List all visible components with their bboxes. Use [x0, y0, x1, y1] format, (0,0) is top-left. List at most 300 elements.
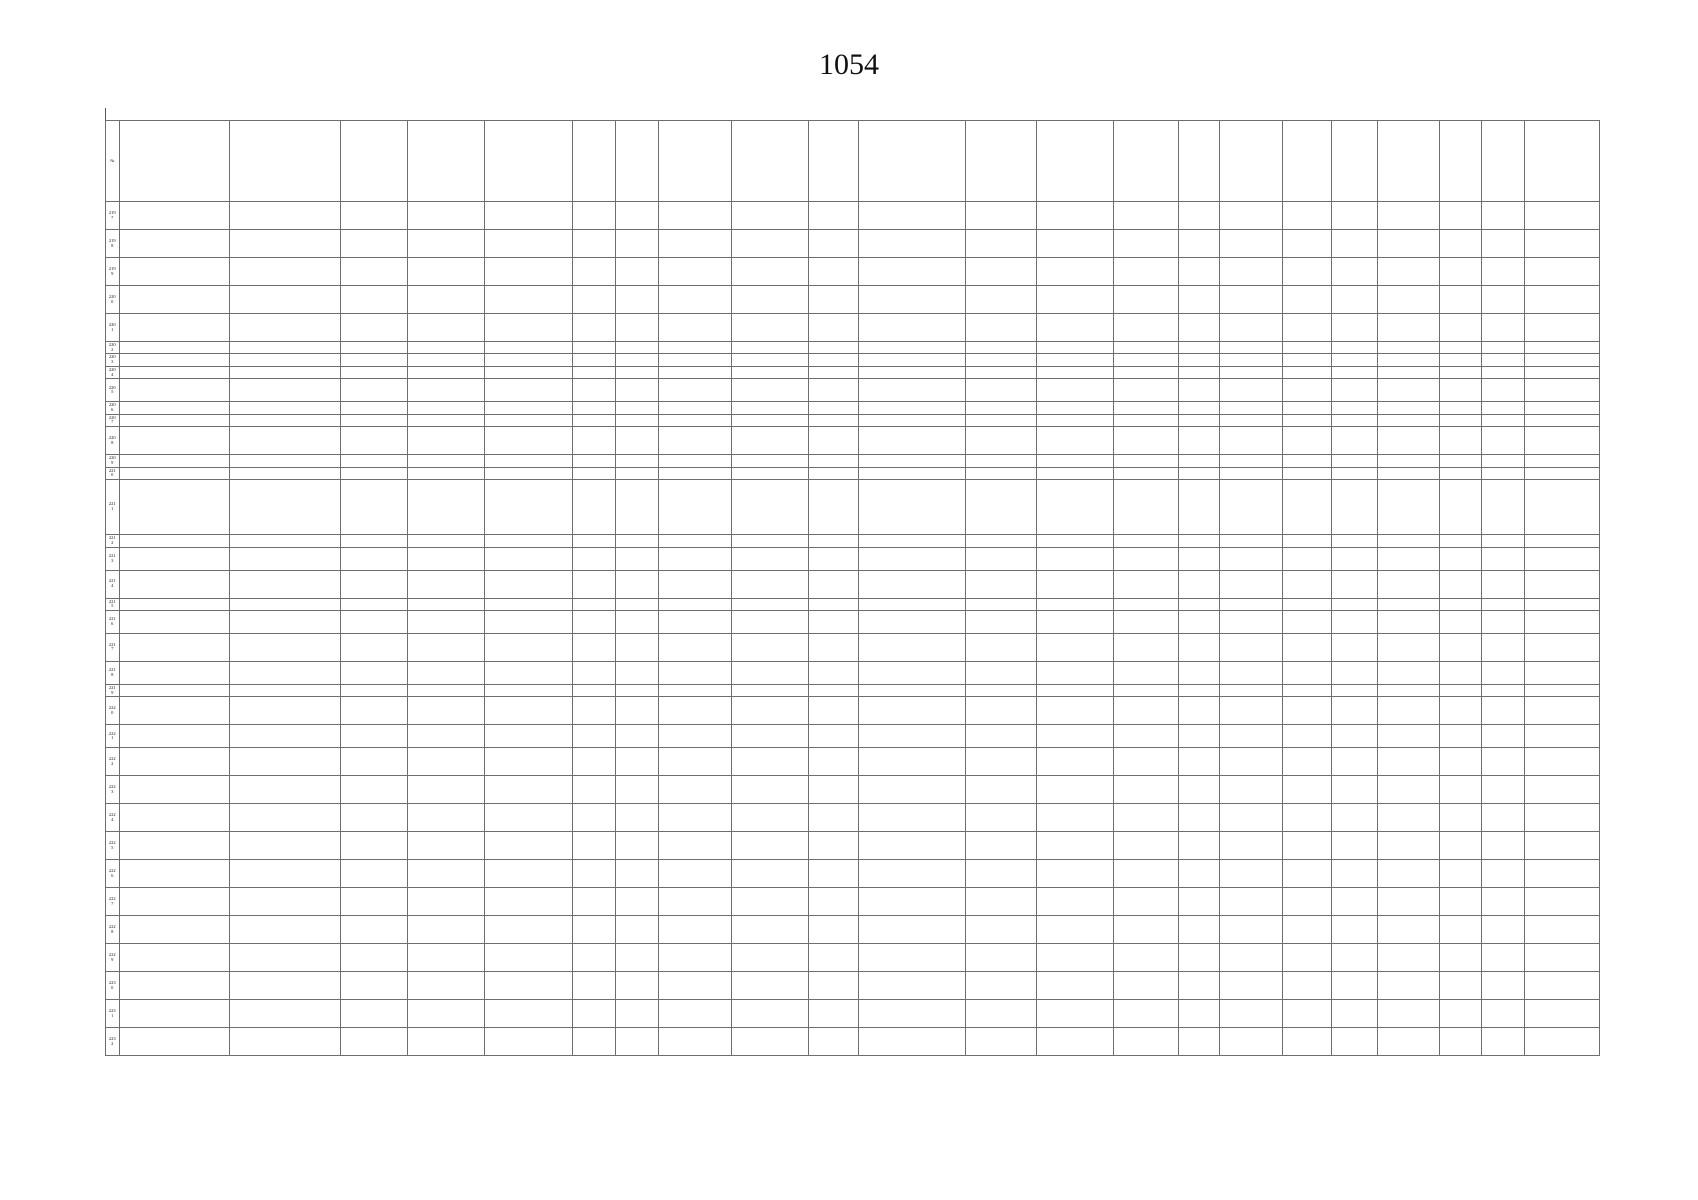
table-cell — [965, 598, 1036, 610]
table-cell — [230, 570, 341, 598]
table-cell — [965, 314, 1036, 342]
table-cell — [340, 480, 408, 535]
table-cell — [485, 455, 573, 467]
table-cell — [1482, 286, 1525, 314]
table-cell — [658, 944, 731, 972]
table-cell — [1332, 258, 1377, 286]
table-cell — [1113, 535, 1178, 547]
table-cell — [1482, 598, 1525, 610]
row-number-cell: 2225 — [106, 832, 120, 860]
table-cell — [1332, 379, 1377, 402]
table-cell — [1113, 633, 1178, 661]
table-row — [106, 916, 1600, 944]
table-cell — [1219, 230, 1282, 258]
table-cell — [1178, 633, 1219, 661]
table-cell — [1525, 610, 1600, 633]
table-cell — [1525, 414, 1600, 426]
table-cell — [1113, 314, 1178, 342]
table-cell — [808, 944, 858, 972]
table-cell — [1482, 535, 1525, 547]
table-cell — [1439, 427, 1482, 455]
table-cell — [808, 972, 858, 1000]
table-cell — [1377, 633, 1439, 661]
column-header — [858, 121, 965, 202]
table-cell — [858, 748, 965, 776]
table-cell — [119, 697, 230, 725]
row-number-cell: 2207 — [106, 414, 120, 426]
table-cell — [732, 230, 809, 258]
table-cell — [408, 776, 485, 804]
table-cell — [1282, 598, 1332, 610]
table-cell — [1113, 366, 1178, 378]
table-cell — [485, 230, 573, 258]
table-cell — [340, 972, 408, 1000]
table-cell — [732, 455, 809, 467]
table-cell — [119, 414, 230, 426]
table-cell — [485, 684, 573, 696]
table-cell — [1377, 832, 1439, 860]
table-cell — [1482, 366, 1525, 378]
table-cell — [858, 610, 965, 633]
table-cell — [408, 480, 485, 535]
table-cell — [485, 467, 573, 479]
table-cell — [1332, 610, 1377, 633]
table-cell — [1282, 402, 1332, 414]
table-row — [106, 202, 1600, 230]
table-cell — [340, 402, 408, 414]
table-cell — [858, 202, 965, 230]
table-cell — [1178, 610, 1219, 633]
table-cell — [230, 697, 341, 725]
table-cell — [1219, 314, 1282, 342]
table-cell — [1377, 972, 1439, 1000]
table-cell — [732, 598, 809, 610]
table-cell — [408, 314, 485, 342]
table-cell — [230, 832, 341, 860]
table-cell — [119, 888, 230, 916]
table-cell — [1525, 1028, 1600, 1056]
table-cell — [1178, 776, 1219, 804]
table-cell — [119, 1000, 230, 1028]
table-cell — [1282, 776, 1332, 804]
table-cell — [1113, 342, 1178, 354]
table-cell — [615, 414, 658, 426]
table-cell — [408, 354, 485, 366]
table-cell — [408, 661, 485, 684]
table-cell — [340, 258, 408, 286]
table-cell — [808, 535, 858, 547]
table-row — [106, 661, 1600, 684]
table-cell — [858, 342, 965, 354]
table-cell — [573, 1000, 616, 1028]
table-row — [106, 427, 1600, 455]
row-number-cell: 2222 — [106, 748, 120, 776]
table-cell — [1282, 1000, 1332, 1028]
table-cell — [485, 402, 573, 414]
table-cell — [1282, 258, 1332, 286]
row-number-cell: 2217 — [106, 633, 120, 661]
table-cell — [1525, 748, 1600, 776]
table-cell — [858, 633, 965, 661]
column-header — [485, 121, 573, 202]
table-cell — [230, 314, 341, 342]
table-cell — [408, 342, 485, 354]
table-cell — [485, 379, 573, 402]
table-cell — [573, 230, 616, 258]
table-cell — [119, 610, 230, 633]
table-cell — [1377, 697, 1439, 725]
table-cell — [808, 570, 858, 598]
table-row — [106, 972, 1600, 1000]
table-row — [106, 697, 1600, 725]
table-cell — [340, 916, 408, 944]
table-cell — [808, 286, 858, 314]
table-cell — [1178, 684, 1219, 696]
table-cell — [485, 944, 573, 972]
table-row — [106, 467, 1600, 479]
table-cell — [1377, 230, 1439, 258]
table-cell — [1282, 414, 1332, 426]
table-cell — [808, 342, 858, 354]
table-cell — [230, 379, 341, 402]
table-cell — [1525, 598, 1600, 610]
table-cell — [1525, 916, 1600, 944]
table-cell — [658, 1028, 731, 1056]
table-cell — [1113, 860, 1178, 888]
table-cell — [1219, 455, 1282, 467]
table-cell — [1219, 570, 1282, 598]
table-cell — [1219, 916, 1282, 944]
table-cell — [408, 467, 485, 479]
table-cell — [1178, 697, 1219, 725]
table-cell — [485, 547, 573, 570]
table-cell — [1439, 286, 1482, 314]
table-cell — [732, 535, 809, 547]
table-cell — [808, 860, 858, 888]
table-cell — [119, 467, 230, 479]
table-cell — [408, 366, 485, 378]
table-cell — [1219, 379, 1282, 402]
table-cell — [340, 697, 408, 725]
table-cell — [1036, 402, 1113, 414]
table-cell — [1439, 633, 1482, 661]
table-cell — [573, 547, 616, 570]
table-cell — [965, 860, 1036, 888]
table-row — [106, 455, 1600, 467]
table-cell — [1282, 547, 1332, 570]
table-cell — [408, 402, 485, 414]
table-cell — [1332, 832, 1377, 860]
table-cell — [1377, 610, 1439, 633]
row-number-cell: 2230 — [106, 972, 120, 1000]
table-cell — [1332, 535, 1377, 547]
table-cell — [340, 684, 408, 696]
table-cell — [1332, 804, 1377, 832]
table-cell — [858, 860, 965, 888]
table-cell — [230, 684, 341, 696]
table-cell — [119, 535, 230, 547]
table-cell — [1036, 633, 1113, 661]
table-cell — [1332, 467, 1377, 479]
table-cell — [732, 467, 809, 479]
table-cell — [1282, 832, 1332, 860]
table-cell — [658, 258, 731, 286]
table-cell — [1113, 379, 1178, 402]
table-cell — [230, 455, 341, 467]
table-cell — [1377, 414, 1439, 426]
table-cell — [965, 972, 1036, 1000]
table-cell — [1439, 804, 1482, 832]
table-cell — [1525, 860, 1600, 888]
table-cell — [732, 427, 809, 455]
table-cell — [119, 455, 230, 467]
row-number-cell: 2229 — [106, 944, 120, 972]
column-header — [1377, 121, 1439, 202]
table-cell — [1282, 661, 1332, 684]
table-cell — [808, 598, 858, 610]
table-cell — [1036, 661, 1113, 684]
table-cell — [1377, 860, 1439, 888]
table-cell — [965, 547, 1036, 570]
table-cell — [615, 570, 658, 598]
table-cell — [1113, 832, 1178, 860]
table-cell — [119, 366, 230, 378]
table-cell — [1178, 570, 1219, 598]
table-cell — [1482, 230, 1525, 258]
table-cell — [615, 202, 658, 230]
table-cell — [1178, 748, 1219, 776]
column-header — [340, 121, 408, 202]
table-row — [106, 480, 1600, 535]
table-cell — [615, 342, 658, 354]
table-cell — [1219, 258, 1282, 286]
table-cell — [1482, 725, 1525, 748]
table-cell — [1482, 684, 1525, 696]
table-cell — [1178, 230, 1219, 258]
table-cell — [230, 547, 341, 570]
table-cell — [1377, 202, 1439, 230]
table-cell — [615, 402, 658, 414]
table-cell — [1482, 480, 1525, 535]
table-cell — [485, 314, 573, 342]
table-cell — [1332, 570, 1377, 598]
table-row — [106, 570, 1600, 598]
table-cell — [732, 916, 809, 944]
table-cell — [1219, 776, 1282, 804]
table-cell — [485, 202, 573, 230]
table-cell — [658, 888, 731, 916]
table-cell — [573, 804, 616, 832]
table-cell — [1113, 776, 1178, 804]
table-cell — [408, 1000, 485, 1028]
table-cell — [808, 547, 858, 570]
table-cell — [858, 258, 965, 286]
table-cell — [1113, 684, 1178, 696]
table-cell — [1525, 661, 1600, 684]
table-cell — [1036, 1028, 1113, 1056]
table-cell — [1439, 1028, 1482, 1056]
table-cell — [340, 379, 408, 402]
table-cell — [340, 633, 408, 661]
table-cell — [1113, 1028, 1178, 1056]
table-cell — [615, 535, 658, 547]
table-cell — [615, 547, 658, 570]
table-cell — [858, 455, 965, 467]
table-cell — [1525, 888, 1600, 916]
table-row — [106, 684, 1600, 696]
table-cell — [573, 633, 616, 661]
row-number-cell: 2203 — [106, 354, 120, 366]
table-cell — [1332, 776, 1377, 804]
table-cell — [965, 1028, 1036, 1056]
table-cell — [1332, 661, 1377, 684]
table-cell — [340, 570, 408, 598]
table-cell — [1113, 598, 1178, 610]
table-cell — [573, 354, 616, 366]
table-cell — [1377, 286, 1439, 314]
column-header — [615, 121, 658, 202]
table-cell — [1036, 354, 1113, 366]
table-cell — [615, 972, 658, 1000]
table-cell — [1439, 916, 1482, 944]
table-cell — [1282, 342, 1332, 354]
table-cell — [1377, 804, 1439, 832]
table-cell — [573, 402, 616, 414]
table-cell — [732, 258, 809, 286]
table-cell — [408, 888, 485, 916]
table-cell — [965, 414, 1036, 426]
table-cell — [1332, 286, 1377, 314]
table-cell — [230, 972, 341, 1000]
table-cell — [1482, 354, 1525, 366]
table-cell — [1439, 944, 1482, 972]
table-cell — [1036, 888, 1113, 916]
table-cell — [1113, 354, 1178, 366]
table-cell — [1439, 972, 1482, 1000]
table-cell — [1036, 467, 1113, 479]
table-cell — [858, 480, 965, 535]
table-cell — [1113, 1000, 1178, 1028]
table-cell — [1482, 697, 1525, 725]
table-cell — [658, 697, 731, 725]
table-cell — [658, 230, 731, 258]
column-header: № — [106, 121, 120, 202]
table-cell — [1219, 1028, 1282, 1056]
table-cell — [1178, 354, 1219, 366]
table-cell — [615, 684, 658, 696]
table-cell — [1219, 804, 1282, 832]
table-cell — [573, 697, 616, 725]
table-cell — [119, 402, 230, 414]
table-cell — [340, 832, 408, 860]
row-number-cell: 2232 — [106, 1028, 120, 1056]
table-cell — [965, 633, 1036, 661]
table-cell — [615, 697, 658, 725]
table-cell — [1482, 402, 1525, 414]
table-cell — [1036, 972, 1113, 1000]
table-cell — [1439, 379, 1482, 402]
table-cell — [119, 480, 230, 535]
table-cell — [658, 832, 731, 860]
table-cell — [658, 314, 731, 342]
table-cell — [485, 1000, 573, 1028]
table-cell — [1439, 547, 1482, 570]
table-cell — [408, 697, 485, 725]
table-cell — [858, 916, 965, 944]
table-cell — [573, 379, 616, 402]
table-cell — [119, 202, 230, 230]
table-cell — [1377, 379, 1439, 402]
table-cell — [732, 748, 809, 776]
table-cell — [658, 354, 731, 366]
table-cell — [858, 684, 965, 696]
table-cell — [119, 661, 230, 684]
table-cell — [808, 414, 858, 426]
table-row — [106, 860, 1600, 888]
table-cell — [732, 776, 809, 804]
table-cell — [1113, 972, 1178, 1000]
table-cell — [1377, 314, 1439, 342]
table-cell — [1377, 402, 1439, 414]
table-cell — [1219, 684, 1282, 696]
table-row — [106, 944, 1600, 972]
table-cell — [1282, 916, 1332, 944]
table-cell — [732, 697, 809, 725]
table-cell — [1439, 860, 1482, 888]
table-cell — [1282, 697, 1332, 725]
table-cell — [1332, 697, 1377, 725]
table-cell — [408, 610, 485, 633]
table-cell — [1482, 427, 1525, 455]
table-row — [106, 1028, 1600, 1056]
table-cell — [1178, 661, 1219, 684]
table-cell — [408, 972, 485, 1000]
column-header — [1525, 121, 1600, 202]
table-cell — [1377, 354, 1439, 366]
table-cell — [615, 661, 658, 684]
table-cell — [1377, 776, 1439, 804]
register-table — [105, 120, 1600, 1056]
table-cell — [573, 427, 616, 455]
table-cell — [408, 414, 485, 426]
table-cell — [573, 455, 616, 467]
row-number-cell: 2200 — [106, 286, 120, 314]
table-cell — [1178, 286, 1219, 314]
table-cell — [119, 547, 230, 570]
table-cell — [485, 480, 573, 535]
table-cell — [408, 286, 485, 314]
row-number-cell: 2219 — [106, 684, 120, 696]
table-cell — [573, 916, 616, 944]
table-cell — [1439, 748, 1482, 776]
table-cell — [573, 258, 616, 286]
table-cell — [1482, 776, 1525, 804]
table-cell — [1036, 414, 1113, 426]
table-cell — [1482, 314, 1525, 342]
table-cell — [658, 547, 731, 570]
table-cell — [119, 427, 230, 455]
table-cell — [615, 804, 658, 832]
table-cell — [1036, 547, 1113, 570]
table-cell — [1219, 697, 1282, 725]
table-cell — [573, 610, 616, 633]
table-cell — [1525, 354, 1600, 366]
column-header — [1439, 121, 1482, 202]
table-cell — [1178, 202, 1219, 230]
table-cell — [615, 916, 658, 944]
table-cell — [119, 916, 230, 944]
table-cell — [1178, 342, 1219, 354]
